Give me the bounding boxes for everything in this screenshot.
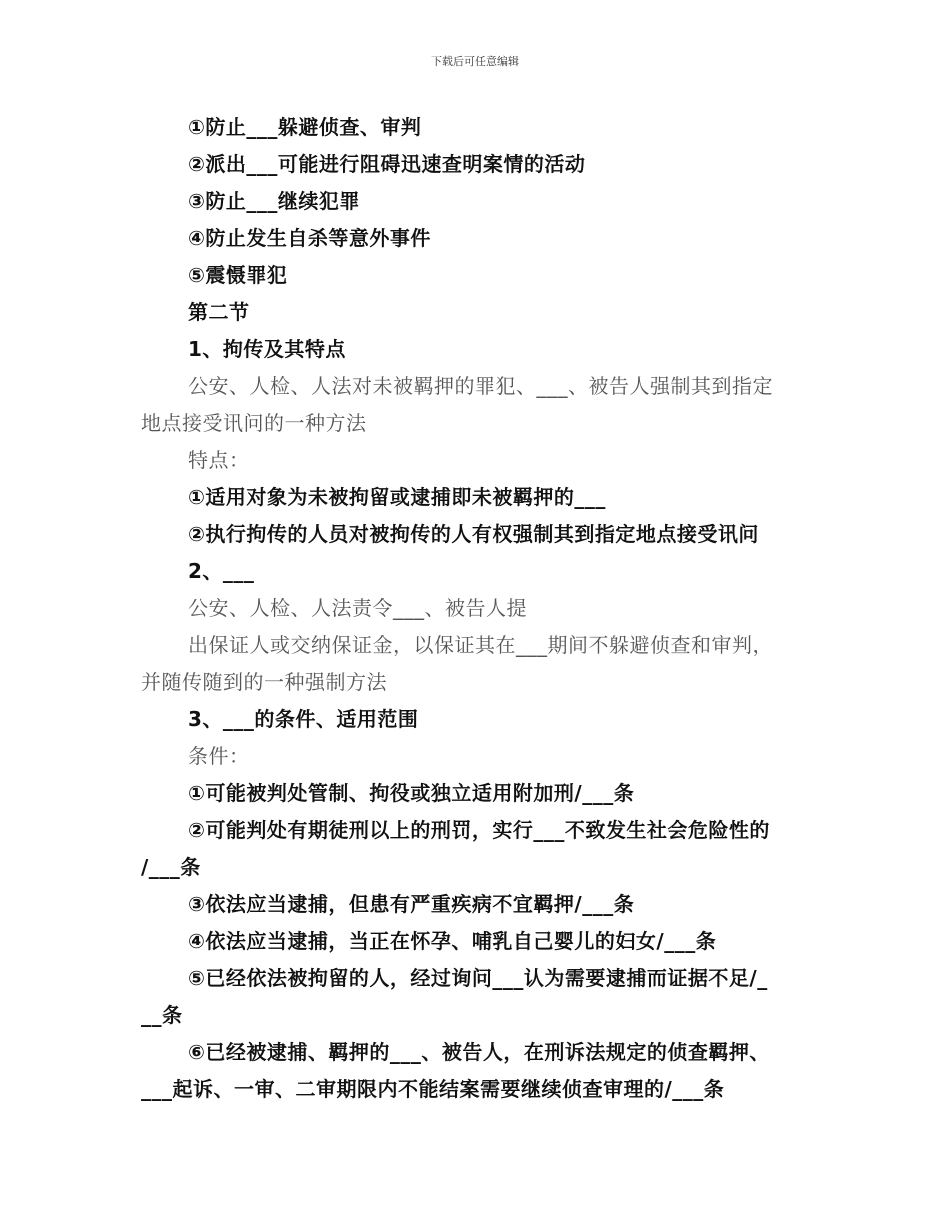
text-line: ③防止___继续犯罪 bbox=[188, 189, 360, 213]
page-header: 下载后可任意编辑 bbox=[431, 55, 519, 68]
text-line: 公安、人检、人法对未被羁押的罪犯、___、被告人强制其到指定 bbox=[188, 374, 773, 398]
text-line: ③依法应当逮捕，但患有严重疾病不宜羁押/___条 bbox=[188, 892, 635, 916]
text-line: ①防止___躲避侦查、审判 bbox=[188, 115, 422, 139]
text-line: ⑤已经依法被拘留的人，经过询问___认为需要逮捕而证据不足/_ bbox=[188, 966, 768, 990]
section-heading: 第二节 bbox=[188, 300, 250, 324]
text-line: ⑤震慑罪犯 bbox=[188, 263, 288, 287]
text-line: ⑥已经被逮捕、羁押的___、被告人，在刑诉法规定的侦查羁押、 bbox=[188, 1040, 770, 1064]
text-line: ④依法应当逮捕，当正在怀孕、哺乳自己婴儿的妇女/___条 bbox=[188, 929, 717, 953]
text-line: 出保证人或交纳保证金，以保证其在___期间不躲避侦查和审判， bbox=[188, 633, 773, 657]
text-line: ___起诉、一审、二审期限内不能结案需要继续侦查审理的/___条 bbox=[141, 1077, 725, 1101]
text-line: ①可能被判处管制、拘役或独立适用附加刑/___条 bbox=[188, 781, 635, 805]
text-line: 公安、人检、人法责令___、被告人提 bbox=[188, 596, 527, 620]
subsection-heading: 1、拘传及其特点 bbox=[188, 337, 346, 361]
text-line: 并随传随到的一种强制方法 bbox=[141, 670, 387, 694]
text-line: 特点： bbox=[188, 448, 250, 472]
subsection-heading: 3、___的条件、适用范围 bbox=[188, 707, 419, 731]
text-line: ①适用对象为未被拘留或逮捕即未被羁押的___ bbox=[188, 485, 606, 509]
text-line: /___条 bbox=[141, 855, 201, 879]
text-line: __条 bbox=[141, 1003, 183, 1027]
text-line: ②可能判处有期徒刑以上的刑罚，实行___不致发生社会危险性的 bbox=[188, 818, 770, 842]
text-line: ②执行拘传的人员对被拘传的人有权强制其到指定地点接受讯问 bbox=[188, 522, 759, 546]
text-line: 条件： bbox=[188, 744, 250, 768]
subsection-heading: 2、___ bbox=[188, 559, 255, 583]
text-line: ②派出___可能进行阻碍迅速查明案情的活动 bbox=[188, 152, 586, 176]
text-line: ④防止发生自杀等意外事件 bbox=[188, 226, 431, 250]
text-line: 地点接受讯问的一种方法 bbox=[141, 411, 367, 435]
